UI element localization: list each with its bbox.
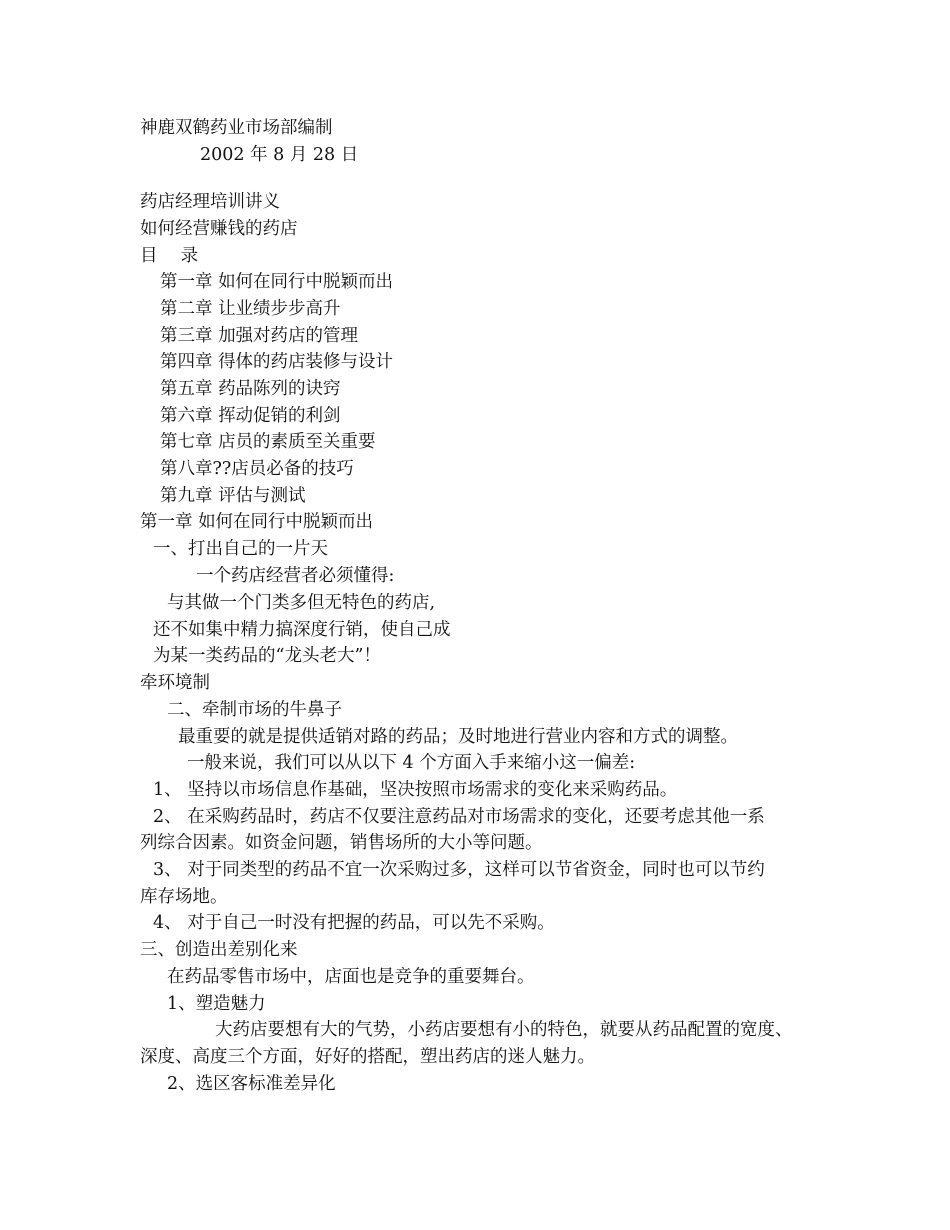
paragraph-line: 在药品零售市场中，店面也是竞争的重要舞台。 — [167, 967, 535, 987]
list-item: 1、 坚持以市场信息作基础，坚决按照市场需求的变化来采购药品。 — [153, 780, 678, 800]
toc-item: 第一章 如何在同行中脱颖而出 — [160, 272, 394, 292]
subsection-heading: 2、选区客标准差异化 — [167, 1074, 336, 1094]
toc-item: 第二章 让业绩步步高升 — [160, 299, 341, 319]
section-heading: 三、创造出差别化来 — [140, 940, 298, 960]
document-subtitle: 如何经营赚钱的药店 — [140, 219, 298, 239]
list-item: 2、 在采购药品时，药店不仅要注意药品对市场需求的变化，还要考虑其他一系 — [153, 807, 765, 827]
paragraph-line: 深度、高度三个方面，好好的搭配，塑出药店的迷人魅力。 — [140, 1047, 595, 1067]
toc-item: 第八章??店员必备的技巧 — [160, 459, 354, 479]
toc-item: 第六章 挥动促销的利剑 — [160, 406, 341, 426]
document-title: 药店经理培训讲义 — [140, 192, 280, 212]
subsection-heading: 1、塑造魅力 — [167, 994, 266, 1014]
toc-heading: 目 录 — [140, 246, 199, 266]
list-item-continuation: 列综合因素。如资金问题，销售场所的大小等问题。 — [140, 833, 543, 853]
section-heading: 二、牵制市场的牛鼻子 — [167, 700, 342, 720]
paragraph-line: 与其做一个门类多但无特色的药店, — [167, 593, 436, 613]
paragraph-line: 牵环境制 — [140, 673, 210, 693]
list-item: 4、 对于自己一时没有把握的药品，可以先不采购。 — [153, 913, 555, 933]
publisher-line: 神鹿双鹤药业市场部编制 — [140, 118, 333, 138]
section-heading: 一、打出自己的一片天 — [153, 539, 328, 559]
paragraph-line: 一个药店经营者必须懂得: — [196, 566, 395, 586]
toc-item: 第七章 店员的素质至关重要 — [160, 432, 376, 452]
paragraph-line: 大药店要想有大的气势，小药店要想有小的特色，就要从药品配置的宽度、 — [215, 1020, 793, 1040]
toc-item: 第五章 药品陈列的诀窍 — [160, 379, 341, 399]
paragraph-line: 为某一类药品的“龙头老大”！ — [153, 646, 381, 666]
date-line: 2002 年 8 月 28 日 — [200, 145, 359, 165]
chapter-heading: 第一章 如何在同行中脱颖而出 — [140, 512, 374, 532]
list-item: 3、 对于同类型的药品不宜一次采购过多，这样可以节省资金，同时也可以节约 — [153, 860, 765, 880]
toc-item: 第三章 加强对药店的管理 — [160, 326, 359, 346]
list-item-continuation: 库存场地。 — [140, 887, 228, 907]
paragraph-line: 一般来说，我们可以从以下 4 个方面入手来缩小这一偏差: — [187, 753, 636, 773]
paragraph-line: 还不如集中精力搞深度行销，使自己成 — [153, 620, 451, 640]
toc-item: 第九章 评估与测试 — [160, 486, 306, 506]
toc-item: 第四章 得体的药店装修与设计 — [160, 352, 394, 372]
paragraph-line: 最重要的就是提供适销对路的药品；及时地进行营业内容和方式的调整。 — [178, 727, 738, 747]
